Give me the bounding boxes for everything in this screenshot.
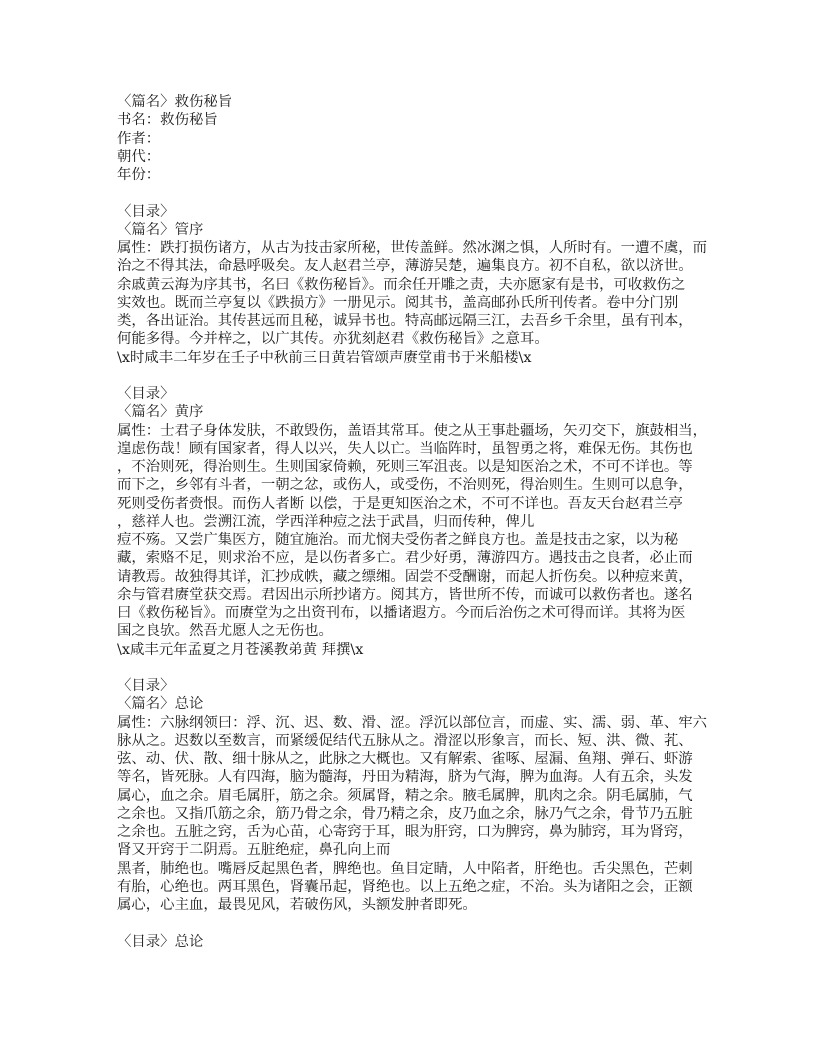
body-line: 属性：士君子身体发肤，不敢毁伤，盖语其常耳。使之从王事赴疆场，矢刃交下，旗鼓相当，: [117, 422, 708, 439]
blank-line: [117, 659, 699, 677]
body-line: 曰《救伤秘旨》。而赓堂为之出资刊布，以播诸遐方。今而后治伤之术可得而详。其将为医: [117, 605, 686, 621]
body-line: 余与管君赓堂获交焉。君因出示所抄诸方。阅其方，皆世所不传，而诚可以救伤者也。遂名: [117, 586, 693, 603]
body-line: 请教焉。故独得其详，汇抄成帙，藏之缥缃。固尝不受酬谢，而起人折伤矣。以种痘来黄，: [117, 568, 693, 585]
blank-line: [117, 914, 699, 932]
section-title: 〈篇名〉管序: [117, 221, 204, 238]
toc-marker: 〈目录〉: [117, 386, 175, 402]
footer-toc-line: 〈目录〉总论: [117, 933, 204, 950]
body-line: 等名，皆死脉。人有四海，脑为髓海，丹田为精海，脐为气海，脾为血海。人有五余，头发: [117, 769, 693, 786]
section-title: 〈篇名〉黄序: [117, 404, 204, 421]
body-line: 类，各出证治。其传甚远而且秘，诚异书也。特高邮远隔三江，去吾乡千余里，虽有刊本，: [117, 313, 693, 329]
body-line: 属性：六脉纲领曰：浮、沉、迟、数、滑、涩。浮沉以部位言，而虚、实、濡、弱、革、牢六: [117, 714, 708, 731]
dynasty: 朝代：: [117, 148, 161, 165]
toc-marker: 〈目录〉: [117, 678, 175, 694]
body-line: 之余也。又指爪筋之余，筋乃骨之余，骨乃精之余，皮乃血之余，脉乃气之余，骨节乃五脏: [117, 805, 693, 822]
body-line: 之余也。五脏之窍，舌为心苗，心寄窍于耳，眼为肝窍，口为脾窍，鼻为肺窍，耳为肾窍，: [117, 824, 693, 840]
body-line: 属心，心主血，最畏见风，若破伤风，头额发肿者即死。: [117, 897, 477, 913]
body-line: 肾又开窍于二阴焉。五脏绝症，鼻孔向上而: [117, 842, 391, 859]
body-line: ，慈祥人也。尝溯江流，学西洋种痘之法于武昌，归而传种，俾儿: [117, 513, 535, 530]
body-line: ，不治则死，得治则生。生则国家倚赖，死则三军沮丧。以是知医治之术，不可不详也。等: [117, 459, 693, 475]
blank-line: [117, 184, 699, 202]
body-line: 属心，血之余。眉毛属肝，筋之余。须属肾，精之余。腋毛属脾，肌肉之余。阴毛属肺，气: [117, 787, 693, 804]
signature-line: \x时咸丰二年岁在壬子中秋前三日黄岩管颂声赓堂甫书于米船楼\x: [117, 349, 532, 366]
body-line: 实效也。既而兰亭复以《跌损方》一册见示。阅其书，盖高邮孙氏所刊传者。卷中分门别: [117, 294, 679, 311]
section-preface-guan: [117, 203, 708, 367]
section-general-discussion: [117, 677, 708, 914]
body-line: 死则受伤者赍恨。而伤人者断 以偿，于是更知医治之术，不可不详也。吾友天台赵君兰亭: [117, 495, 683, 512]
body-line: 痘不殇。又尝广集医方，随宜施治。而尤悯夫受伤者之鲜良方也。盖是技击之家，以为秘: [117, 532, 679, 548]
section-preface-huang: [117, 385, 708, 659]
section-title: 〈篇名〉总论: [117, 696, 204, 713]
body-line: 何能多得。今并梓之，以广其传。亦犹刻赵君《救伤秘旨》之意耳。: [117, 331, 549, 348]
body-line: 藏，索赂不足，则求治不应，是以伤者多亡。君少好勇，薄游四方。遇技击之良者，必止而: [117, 550, 693, 567]
book-name: 书名：救伤秘旨: [117, 112, 218, 129]
signature-line: \x咸丰元年孟夏之月苍溪教弟黄 拜撰\x: [117, 641, 364, 658]
year: 年份：: [117, 167, 161, 183]
body-line: 有胎，心绝也。两耳黑色，肾囊吊起，肾绝也。以上五绝之症，不治。头为诸阳之会，正额: [117, 878, 693, 895]
author: 作者：: [117, 130, 161, 147]
body-line: 国之良欤。然吾尤愿人之无伤也。: [117, 623, 333, 640]
body-line: 黑者，肺绝也。嘴唇反起黑色者，脾绝也。鱼目定睛，人中陷者，肝绝也。舌尖黑色，芒刺: [117, 860, 693, 877]
body-line: 余戚黄云海为序其书，名曰《救伤秘旨》。而余任开雕之责，夫亦愿家有是书，可收救伤之: [117, 276, 686, 293]
body-line: 治之不得其法，命悬呼吸矣。友人赵君兰亭，薄游吴楚，遍集良方。初不自私，欲以济世。: [117, 258, 693, 275]
body-line: 遑虑伤哉！顾有国家者，得人以兴，失人以亡。当临阵时，虽智勇之将，难保无伤。其伤也: [117, 440, 693, 457]
document-page: [117, 93, 708, 951]
body-line: 弦、动、伏、散、细十脉从之，此脉之大概也。又有解索、雀啄、屋漏、鱼翔、弹石、虾游: [117, 751, 693, 767]
body-line: 而下之，乡邻有斗者，一朝之忿，或伤人，或受伤，不治则死，得治则生。生则可以息争，: [117, 477, 693, 494]
body-line: 属性：跌打损伤诸方，从古为技击家所秘，世传盖鲜。然冰渊之惧，人所时有。一遭不虞，而: [117, 240, 708, 256]
toc-marker: 〈目录〉: [117, 203, 175, 220]
title-line: 〈篇名〉救伤秘旨: [117, 94, 233, 110]
body-line: 脉从之。迟数以至数言，而紧缓促结代五脉从之。滑涩以形象言，而长、短、洪、微、芤、: [117, 732, 693, 749]
blank-line: [117, 367, 699, 385]
